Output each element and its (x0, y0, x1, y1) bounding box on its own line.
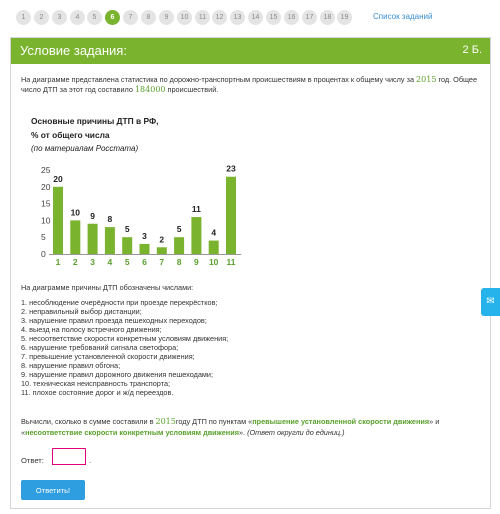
mail-icon: ✉ (486, 296, 495, 307)
answer-label: Ответ: (21, 456, 44, 465)
x-tick-label: 4 (107, 257, 113, 267)
x-tick-label: 7 (159, 257, 165, 267)
nav-task-2[interactable]: 2 (34, 10, 49, 25)
cause-item: 7. превышение установленной скорости движения; (21, 352, 195, 361)
bar-11 (226, 177, 236, 254)
nav-task-19[interactable]: 19 (337, 10, 352, 25)
bar-4 (105, 227, 115, 254)
nav-task-3[interactable]: 3 (52, 10, 67, 25)
task-header (11, 38, 490, 64)
nav-task-9[interactable]: 9 (159, 10, 174, 25)
year-value: 2015 (416, 75, 437, 84)
cause-item: 3. нарушение правил проезда пешеходных переходов; (21, 316, 207, 325)
feedback-tab[interactable] (481, 288, 500, 316)
nav-task-4[interactable]: 4 (70, 10, 85, 25)
cause-item: 8. нарушение правил обгона; (21, 361, 121, 370)
bar-chart (11, 158, 271, 273)
bar-1 (53, 187, 63, 254)
bar-value-label: 5 (124, 224, 130, 235)
x-tick-label: 8 (176, 257, 182, 267)
bar-5 (122, 237, 132, 254)
bar-value-label: 8 (107, 214, 113, 225)
task-navigation (0, 0, 500, 36)
bar-10 (209, 241, 219, 254)
nav-task-11[interactable]: 11 (195, 10, 210, 25)
nav-task-1[interactable]: 1 (16, 10, 31, 25)
cause-item: 9. нарушение правил дорожного движения пешеходами; (21, 370, 214, 379)
task-card (10, 37, 491, 509)
nav-task-16[interactable]: 16 (284, 10, 299, 25)
y-tick-label: 15 (41, 198, 51, 209)
x-tick-label: 3 (90, 257, 95, 267)
bar-value-label: 5 (176, 224, 182, 235)
cause-item: 1. несоблюдение очерёдности при проезде перекрёстков; (21, 298, 218, 307)
task-intro: На диаграмме представлена статистика по дорожно-транспортным происшествиям в процентах к общему числу за 2015 год. Общее число ДТП за этот год составило 184000 происшествий. (21, 75, 478, 94)
y-tick-label: 10 (41, 215, 51, 226)
cause-item: 5. несоответствие скорости конкретным условиям движения; (21, 334, 229, 343)
cause-item: 10. техническая неисправность транспорта; (21, 379, 171, 388)
task-score: 2 Б. (462, 44, 482, 56)
rounding-note: (Ответ округли до единиц.) (247, 427, 345, 437)
bar-value-label: 23 (226, 163, 236, 174)
chart-title-line-2: % от общего числа (31, 130, 110, 140)
cause-list (21, 298, 228, 397)
bar-value-label: 10 (70, 207, 81, 218)
nav-task-5[interactable]: 5 (87, 10, 102, 25)
bar-3 (88, 224, 98, 254)
x-tick-label: 2 (72, 257, 78, 267)
nav-task-12[interactable]: 12 (212, 10, 227, 25)
y-tick-label: 25 (41, 165, 51, 175)
cause-item: 4. выезд на полосу встречного движения; (21, 325, 162, 334)
bar-value-label: 20 (53, 173, 63, 184)
answer-suffix: . (89, 456, 92, 465)
bar-value-label: 9 (90, 210, 95, 221)
y-tick-label: 0 (41, 249, 46, 259)
legend-heading: На диаграмме причины ДТП обозначены числами: (21, 283, 194, 292)
bar-6 (140, 244, 150, 254)
bar-8 (174, 237, 184, 254)
nav-task-13[interactable]: 13 (230, 10, 245, 25)
submit-button[interactable]: Ответить! (21, 480, 85, 500)
nav-task-14[interactable]: 14 (248, 10, 263, 25)
y-tick-label: 20 (41, 181, 51, 192)
nav-task-7[interactable]: 7 (123, 10, 138, 25)
x-tick-label: 10 (208, 257, 219, 267)
nav-task-15[interactable]: 15 (266, 10, 281, 25)
chart-note: (по материалам Росстата) (31, 144, 139, 153)
nav-task-17[interactable]: 17 (302, 10, 317, 25)
bar-value-label: 11 (191, 204, 201, 215)
bar-value-label: 2 (159, 234, 165, 245)
task-list-link[interactable]: Список заданий (373, 12, 433, 21)
nav-task-6[interactable]: 6 (105, 10, 120, 25)
bar-7 (157, 247, 167, 254)
task-title: Условие задания: (20, 43, 127, 58)
highlight-speeding: превышение установленной скорости движения (252, 417, 430, 426)
cause-item: 2. неправильный выбор дистанции; (21, 307, 142, 316)
bar-value-label: 3 (142, 230, 147, 241)
cause-item: 6. нарушение требований сигнала светофора; (21, 343, 179, 352)
question-year: 2015 (155, 417, 176, 426)
bar-2 (70, 220, 80, 254)
x-tick-label: 9 (194, 257, 199, 267)
answer-input[interactable] (52, 448, 86, 465)
total-value: 184000 (134, 85, 166, 94)
nav-task-18[interactable]: 18 (320, 10, 335, 25)
question-text: Вычисли, сколько в сумме составили в 2015году ДТП по пунктам «превышение установленной скорости движения» и «несоответствие скорости конкретным условиям движения». (Ответ округли до единиц.) (21, 417, 440, 437)
nav-task-8[interactable]: 8 (141, 10, 156, 25)
x-tick-label: 1 (55, 257, 61, 267)
x-tick-label: 11 (226, 257, 236, 267)
nav-task-10[interactable]: 10 (177, 10, 192, 25)
y-tick-label: 5 (41, 232, 46, 243)
bar-value-label: 4 (211, 227, 217, 238)
chart-title-line-1: Основные причины ДТП в РФ, (31, 116, 159, 126)
bar-9 (191, 217, 201, 254)
cause-item: 11. плохое состояние дорог и ж/д переездов. (21, 388, 174, 397)
x-tick-label: 5 (124, 257, 130, 267)
highlight-speed-conditions: несоответствие скорости конкретным условиям движения (25, 427, 239, 437)
x-tick-label: 6 (142, 257, 147, 267)
